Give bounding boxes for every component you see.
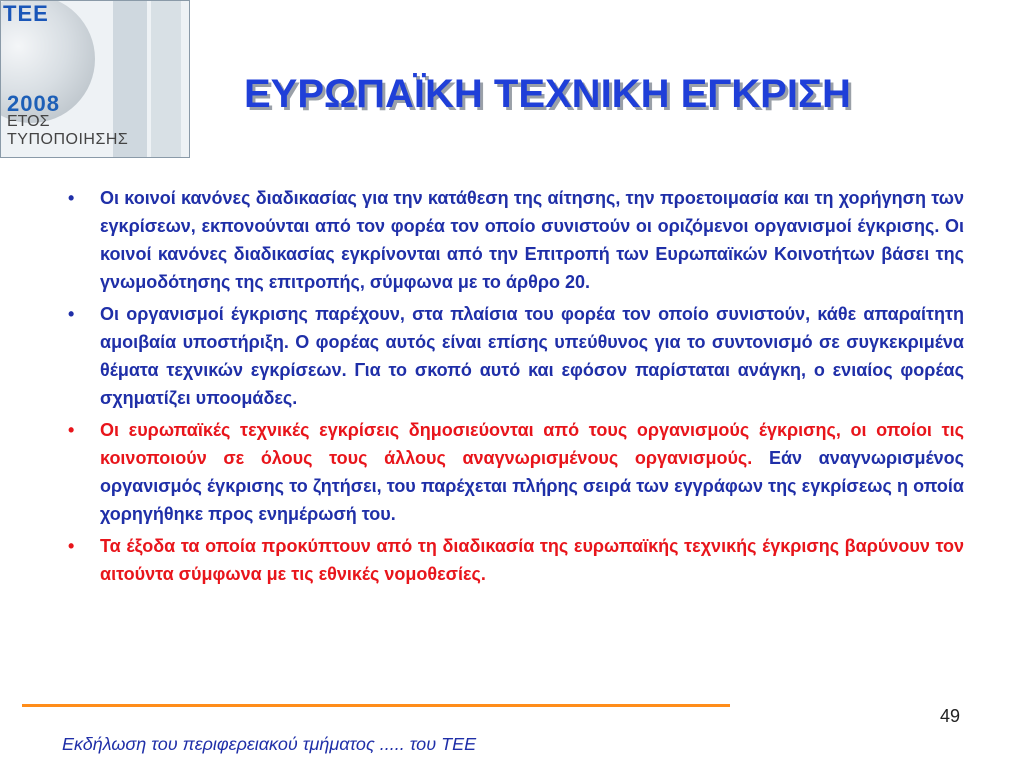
bullet-icon: • <box>68 536 75 556</box>
bullet-icon: • <box>68 420 75 440</box>
bullet-text: Εάν αναγνωρισμένος οργανισμός έγκρισης το ζητήσει, του παρέχεται πλήρης σειρά των εγγράφων της εγκρίσεως η οποία χορηγήθηκε προς ενημέρωσή του. <box>100 448 964 524</box>
bullet-text-highlight: Οι ευρωπαϊκές τεχνικές εγκρίσεις δημοσιεύονται από τους οργανισμούς έγκρισης, οι οποίοι τις κοινοποιούν σε όλους τους άλλους αναγνωρισμένους οργανισμούς. <box>100 420 964 468</box>
logo-org: ΤΕΕ <box>3 1 49 26</box>
logo-line2: ΤΥΠΟΠΟΙΗΣΗΣ <box>7 131 129 148</box>
bullet-text: Οι οργανισμοί έγκρισης παρέχουν, στα πλαίσια του φορέα τον οποίο συνιστούν, κάθε απαραίτητη αμοιβαία υποστήριξη. Ο φορέας αυτός είναι επίσης υπεύθυνος για το συντονισμό σε συγκεκριμένα θέματα τεχνικών εγκρίσεων. Για το σκοπό αυτό και εφόσον παρίσταται ανάγκη, ο ενιαίος φορέας σχηματίζει υποομάδες. <box>100 304 964 408</box>
bullet-icon: • <box>68 304 75 324</box>
logo-year: 2008 <box>7 91 60 116</box>
bullet-item <box>68 300 964 412</box>
tee-2008-logo <box>0 0 190 158</box>
bullet-icon: • <box>68 188 75 208</box>
logo-panel <box>151 1 181 157</box>
bullet-text-highlight: Τα έξοδα τα οποία προκύπτουν από τη διαδικασία της ευρωπαϊκής τεχνικής έγκρισης βαρύνουν τον αιτούντα σύμφωνα με τις εθνικές νομοθεσίες. <box>100 536 964 584</box>
bullet-text: Οι κοινοί κανόνες διαδικασίας για την κατάθεση της αίτησης, την προετοιμασία και τη χορήγηση των εγκρίσεων, εκπονούνται από τον φορέα τον οποίο συνιστούν οι οριζόμενοι οργανισμοί έγκρισης. Οι κοινοί κανόνες διαδικασίας εγκρίνονται από την Επιτροπή των Ευρωπαϊκών Κοινοτήτων βάσει της γνωμοδότησης της επιτροπής, σύμφωνα με το άρθρο 20. <box>100 188 964 292</box>
bullet-item <box>68 184 964 296</box>
bullet-item <box>68 416 964 528</box>
bullet-item <box>68 532 964 588</box>
page-number: 49 <box>940 706 961 726</box>
logo-line1: ΕΤΟΣ <box>7 113 50 130</box>
bullet-list <box>68 184 964 592</box>
slide-title: ΕΥΡΩΠΑΪΚΗ ΤΕΧΝΙΚΗ ΕΓΚΡΙΣΗ <box>244 72 851 116</box>
footer-divider <box>22 704 730 707</box>
footer-text: Εκδήλωση του περιφερειακού τμήματος ..... του ΤΕΕ <box>62 734 477 754</box>
